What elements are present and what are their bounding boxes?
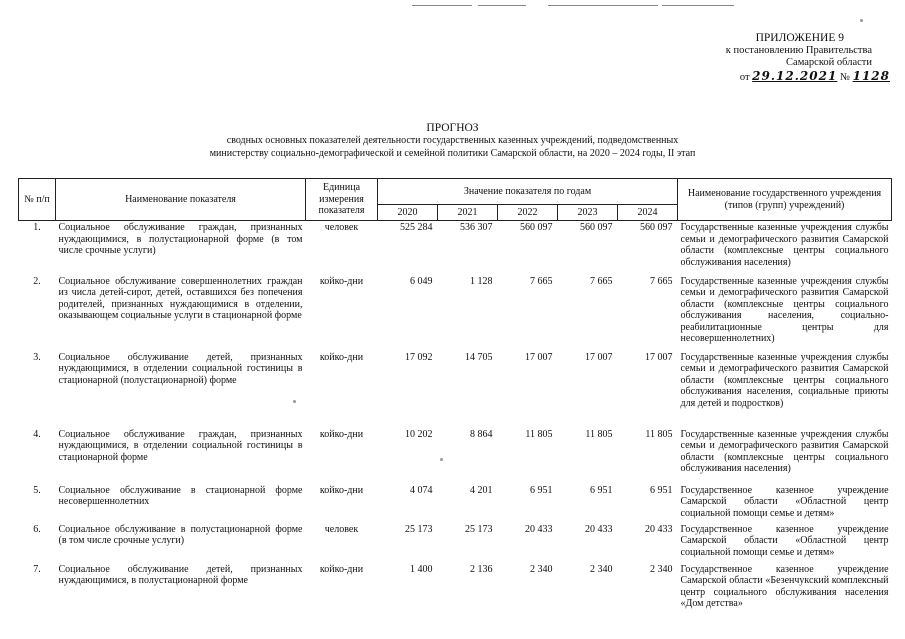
- table-row: [19, 221, 892, 275]
- header-year: 2021: [438, 205, 498, 221]
- scan-speck: [293, 400, 296, 403]
- value-cell: 17 007: [645, 351, 673, 363]
- value-cell: 6 951: [530, 484, 553, 496]
- row-number: 3.: [33, 351, 41, 363]
- value-cell: 2 340: [530, 563, 553, 575]
- value-cell: 11 805: [645, 428, 673, 440]
- indicator-name: Социальное обслуживание в полустационарной форме (в том числе срочные услуги): [58, 523, 303, 546]
- indicator-name: Социальное обслуживание детей, признанных нуждающимися, в отделении социальной гостиницы в стационарной (полустационарной) форме: [58, 351, 303, 386]
- scan-top-line: [412, 5, 472, 6]
- institution-cell: Государственные казенные учреждения службы семьи и демографического развития Самарской области (комплексные центры социального обслуживания населения, социальные приюты для детей и подростков): [680, 351, 889, 409]
- header-no: № п/п: [19, 179, 56, 221]
- scan-top-line: [548, 5, 658, 6]
- row-number: 4.: [33, 428, 41, 440]
- value-cell: 2 340: [650, 563, 673, 575]
- unit-cell: койко-дни: [319, 563, 364, 575]
- value-cell: 1 128: [470, 275, 493, 287]
- value-cell: 20 433: [585, 523, 613, 535]
- indicator-name: Социальное обслуживание граждан, признанных нуждающимися, в полустационарной форме (в том числе срочные услуги): [58, 222, 303, 256]
- value-cell: 560 097: [640, 222, 673, 233]
- value-cell: 11 805: [585, 428, 613, 440]
- scan-top-line: [662, 5, 734, 6]
- value-cell: 525 284: [400, 222, 433, 233]
- value-cell: 25 173: [405, 523, 433, 535]
- scan-top-line: [478, 5, 526, 6]
- value-cell: 4 201: [470, 484, 493, 496]
- header-year: 2022: [498, 205, 558, 221]
- table-row: [19, 523, 892, 563]
- value-cell: 20 433: [525, 523, 553, 535]
- value-cell: 17 092: [405, 351, 433, 363]
- institution-cell: Государственные казенные учреждения службы семьи и демографического развития Самарской области (комплексные центры социального обслуживания населения, социально-реабилитационные центры для несовершеннолетних): [680, 275, 889, 344]
- indicator-name: Социальное обслуживание совершеннолетних граждан из числа детей-сирот, детей, оставшихся без попечения родителей, признанных нуждающимися в отделении, оказывающем социальные услуги в стационарной форме: [58, 275, 303, 321]
- number-label: №: [839, 71, 850, 83]
- value-cell: 10 202: [405, 428, 433, 440]
- institution-cell: Государственное казенное учреждение Самарской области «Безенчукский комплексный центр социального обслуживания населения «Дом детства»: [680, 563, 889, 609]
- indicator-name: Социальное обслуживание в стационарной форме несовершеннолетних: [58, 484, 303, 507]
- value-cell: 1 400: [410, 563, 433, 575]
- value-cell: 6 049: [410, 275, 433, 287]
- institution-cell: Государственное казенное учреждение Самарской области «Областной центр социальной помощи семье и детям»: [680, 523, 889, 558]
- value-cell: 17 007: [585, 351, 613, 363]
- header-institution: Наименование государственного учреждения (типов (групп) учреждений): [678, 179, 892, 221]
- value-cell: 7 665: [530, 275, 553, 287]
- unit-cell: человек: [324, 222, 359, 233]
- indicator-name: Социальное обслуживание граждан, признанных нуждающимися, в отделении социальной гостиницы в стационарной форме: [58, 428, 303, 463]
- document-title: ПРОГНОЗ: [426, 122, 479, 134]
- value-cell: 560 097: [520, 222, 553, 233]
- row-number: 1.: [33, 222, 41, 233]
- value-cell: 17 007: [525, 351, 553, 363]
- value-cell: 6 951: [590, 484, 613, 496]
- value-cell: 11 805: [525, 428, 553, 440]
- institution-cell: Государственные казенные учреждения службы семьи и демографического развития Самарской области (комплексные центры социального обслуживания населения): [680, 222, 889, 268]
- appendix-line-decree: к постановлению Правительства: [725, 44, 872, 56]
- table-row: [19, 351, 892, 428]
- row-number: 7.: [33, 563, 41, 575]
- row-number: 6.: [33, 523, 41, 535]
- header-values-by-year: Значение показателя по годам: [378, 179, 678, 205]
- institution-cell: Государственное казенное учреждение Самарской области «Областной центр социальной помощи семье и детям»: [680, 484, 889, 519]
- header-indicator-name: Наименование показателя: [56, 179, 306, 221]
- subtitle-line-2: министерству социально-демографической и семейной политики Самарской области, на 2020 – 2024 годы, II этап: [209, 147, 696, 159]
- header-year: 2020: [378, 205, 438, 221]
- unit-cell: койко-дни: [319, 275, 364, 287]
- row-number: 2.: [33, 275, 41, 287]
- value-cell: 2 136: [470, 563, 493, 575]
- unit-cell: человек: [324, 523, 359, 535]
- document-subtitle: [100, 135, 805, 160]
- value-cell: 536 307: [460, 222, 493, 233]
- value-cell: 2 340: [590, 563, 613, 575]
- table-row: [19, 428, 892, 484]
- value-cell: 7 665: [650, 275, 673, 287]
- value-cell: 560 097: [580, 222, 613, 233]
- appendix-line-region: Самарской области: [786, 57, 872, 68]
- scan-speck: [440, 458, 443, 461]
- handwritten-date: 29.12.2021: [752, 68, 838, 83]
- table-row: [19, 563, 892, 613]
- indicator-name: Социальное обслуживание детей, признанных нуждающимися, в полустационарной форме: [58, 563, 303, 586]
- scan-speck: [860, 19, 863, 22]
- value-cell: 14 705: [465, 351, 493, 363]
- unit-cell: койко-дни: [319, 428, 364, 440]
- unit-cell: койко-дни: [319, 484, 364, 496]
- value-cell: 8 864: [470, 428, 493, 440]
- value-cell: 20 433: [645, 523, 673, 535]
- from-label: от: [739, 71, 750, 83]
- value-cell: 4 074: [410, 484, 433, 496]
- appendix-block: [640, 32, 890, 84]
- unit-cell: койко-дни: [319, 351, 364, 363]
- institution-cell: Государственные казенные учреждения службы семьи и демографического развития Самарской области (комплексные центры социального обслуживания населения): [680, 428, 889, 474]
- table-row: [19, 275, 892, 351]
- table-row: [19, 484, 892, 523]
- header-unit: Единица измерения показателя: [306, 179, 378, 221]
- subtitle-line-1: сводных основных показателей деятельности государственных казенных учреждений, подведомственных: [226, 135, 679, 146]
- header-year: 2023: [558, 205, 618, 221]
- handwritten-number: 1128: [852, 68, 890, 83]
- header-year: 2024: [618, 205, 678, 221]
- forecast-table: [18, 178, 892, 613]
- value-cell: 7 665: [590, 275, 613, 287]
- row-number: 5.: [33, 484, 41, 496]
- value-cell: 25 173: [465, 523, 493, 535]
- appendix-date-line: [640, 70, 890, 85]
- appendix-title: ПРИЛОЖЕНИЕ 9: [755, 32, 844, 44]
- value-cell: 6 951: [650, 484, 673, 496]
